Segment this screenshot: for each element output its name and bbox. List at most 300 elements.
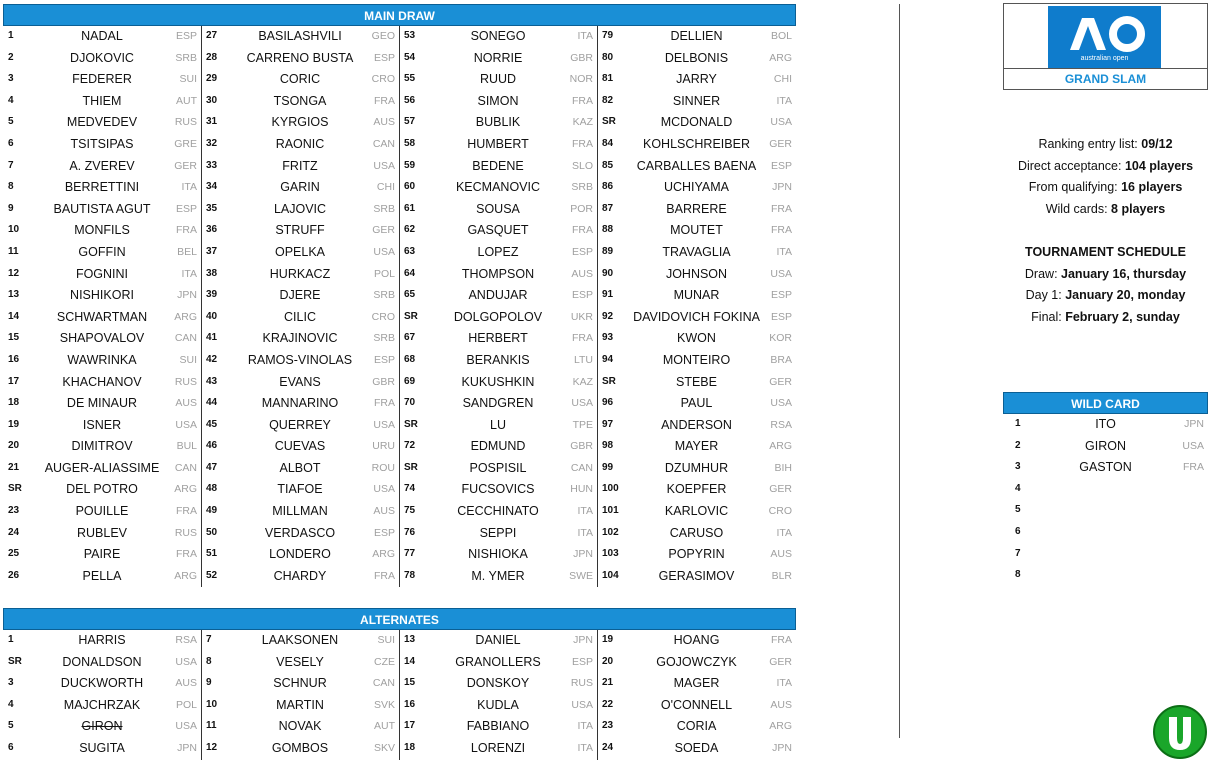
seed-number: 8 xyxy=(206,655,212,667)
alternates-table xyxy=(3,630,796,760)
seed-number: 44 xyxy=(206,397,218,409)
table-row xyxy=(597,695,796,717)
seed-number: 67 xyxy=(404,332,416,344)
table-row xyxy=(597,652,796,674)
country-code: USA xyxy=(373,483,395,496)
table-row xyxy=(3,350,201,372)
country-code: ESP xyxy=(373,353,395,366)
table-row xyxy=(3,738,201,760)
country-code: GBR xyxy=(570,51,593,64)
player-name: BARRERE xyxy=(666,201,727,216)
schedule-value: January 16, thursday xyxy=(1061,266,1187,281)
country-code: TPE xyxy=(572,418,593,431)
country-code: SWE xyxy=(569,569,593,582)
player-name: MOUTET xyxy=(670,223,723,238)
u-glyph-icon xyxy=(1155,707,1205,757)
table-row xyxy=(597,242,796,264)
schedule-value: February 2, sunday xyxy=(1065,309,1180,324)
country-code: USA xyxy=(770,116,792,129)
player-name: ALBOT xyxy=(279,460,321,475)
player-name: RAMOS-VINOLAS xyxy=(247,352,353,367)
player-name: DOLGOPOLOV xyxy=(453,309,543,324)
schedule-line xyxy=(1003,285,1208,307)
seed-number: 2 xyxy=(8,51,14,63)
player-name: CUEVAS xyxy=(274,439,326,454)
table-row xyxy=(399,673,597,695)
seed-number: 77 xyxy=(404,548,416,560)
player-name: BUBLIK xyxy=(475,115,521,130)
player-name: HARRIS xyxy=(78,633,126,647)
seed-number: 99 xyxy=(602,461,614,473)
player-name: JOHNSON xyxy=(665,266,728,281)
player-name: GOJOWCZYK xyxy=(656,654,737,669)
country-code: BLR xyxy=(771,569,792,582)
table-row xyxy=(3,415,201,437)
seed-number: 68 xyxy=(404,353,416,365)
seed-number: 92 xyxy=(602,310,614,322)
table-row xyxy=(3,630,201,652)
table-row xyxy=(597,544,796,566)
country-code: GBR xyxy=(570,440,593,453)
seed-number: 87 xyxy=(602,202,614,214)
wild-card-row xyxy=(1003,479,1208,501)
player-name: A. ZVEREV xyxy=(69,158,135,173)
seed-number: 17 xyxy=(404,720,416,732)
player-name: FRITZ xyxy=(282,158,318,173)
player-name: POPYRIN xyxy=(668,547,725,562)
seed-number: 30 xyxy=(206,94,218,106)
column xyxy=(201,26,400,587)
table-row xyxy=(201,544,399,566)
player-name: O'CONNELL xyxy=(660,697,733,712)
table-row xyxy=(399,91,597,113)
table-row xyxy=(201,177,399,199)
player-name: LONDERO xyxy=(269,547,331,562)
seed-number: 12 xyxy=(206,741,218,753)
country-code: LTU xyxy=(573,353,593,366)
table-row xyxy=(399,630,597,652)
seed-number: 15 xyxy=(404,677,416,689)
table-row xyxy=(201,566,399,588)
table-row xyxy=(3,716,201,738)
country-code: ITA xyxy=(776,94,792,107)
table-row xyxy=(597,523,796,545)
country-code: USA xyxy=(175,655,197,668)
table-row xyxy=(3,199,201,221)
seed-number: 10 xyxy=(8,224,20,236)
table-row xyxy=(597,69,796,91)
seed-number: 22 xyxy=(602,698,614,710)
info-label: From qualifying: xyxy=(1028,180,1122,195)
table-row xyxy=(201,479,399,501)
table-row xyxy=(597,220,796,242)
table-row xyxy=(3,372,201,394)
wild-card-header: WILD CARD xyxy=(1003,392,1208,414)
table-row xyxy=(201,415,399,437)
country-code: USA xyxy=(571,397,593,410)
table-row xyxy=(201,328,399,350)
schedule-title: TOURNAMENT SCHEDULE xyxy=(1025,245,1186,259)
player-name: BERANKIS xyxy=(466,352,530,367)
table-row xyxy=(3,91,201,113)
seed-number: 24 xyxy=(8,526,20,538)
player-name: KUDLA xyxy=(477,697,519,712)
player-name: THIEM xyxy=(82,93,122,108)
country-code: KAZ xyxy=(572,375,593,388)
country-code: BEL xyxy=(177,245,197,258)
country-code: FRA xyxy=(572,137,593,150)
player-name: SCHWARTMAN xyxy=(56,309,148,324)
table-row xyxy=(3,307,201,329)
seed-number: 43 xyxy=(206,375,218,387)
table-row xyxy=(399,134,597,156)
player-name: VESELY xyxy=(276,654,324,669)
player-name: TIAFOE xyxy=(277,482,323,497)
seed-number: 6 xyxy=(8,137,14,149)
info-value: 104 players xyxy=(1124,158,1194,173)
wild-card-row xyxy=(1003,500,1208,522)
player-name: FOGNINI xyxy=(75,266,129,281)
table-row xyxy=(399,69,597,91)
seed-number: 4 xyxy=(8,94,14,106)
seed-number: 9 xyxy=(206,677,212,689)
table-row xyxy=(597,264,796,286)
wild-card-row xyxy=(1003,522,1208,544)
table-row xyxy=(3,695,201,717)
table-row xyxy=(597,436,796,458)
seed-number: 32 xyxy=(206,137,218,149)
player-name: LAAKSONEN xyxy=(261,633,339,647)
country-code: POL xyxy=(373,267,395,280)
table-row xyxy=(597,48,796,70)
info-value: 09/12 xyxy=(1141,137,1173,151)
player-name: THOMPSON xyxy=(461,266,535,281)
player-name: NADAL xyxy=(81,29,123,43)
seed-number: 59 xyxy=(404,159,416,171)
country-code: AUT xyxy=(176,94,197,107)
seed-number: 52 xyxy=(206,569,218,581)
table-row xyxy=(201,695,399,717)
seed-number: 8 xyxy=(1015,569,1021,581)
main-draw-header: MAIN DRAW xyxy=(3,4,796,26)
player-name: SONEGO xyxy=(470,29,526,43)
table-row xyxy=(201,458,399,480)
country-code: ESP xyxy=(373,526,395,539)
country-code: NOR xyxy=(569,73,593,86)
table-row xyxy=(597,372,796,394)
info-line xyxy=(1003,134,1208,156)
table-row xyxy=(3,112,201,134)
info-value: 8 players xyxy=(1111,201,1166,216)
country-code: ITA xyxy=(577,741,593,754)
player-name: JARRY xyxy=(676,72,717,87)
player-name: MCDONALD xyxy=(660,115,733,130)
country-code: ESP xyxy=(175,30,197,42)
table-row xyxy=(399,544,597,566)
country-code: AUS xyxy=(175,677,197,690)
country-code: RSA xyxy=(175,634,197,646)
player-name: MONTEIRO xyxy=(662,352,731,367)
seed-number: 18 xyxy=(8,397,20,409)
seed-number: 11 xyxy=(206,720,217,732)
player-name: DELLIEN xyxy=(670,29,723,43)
country-code: ITA xyxy=(181,267,197,280)
country-code: JPN xyxy=(573,548,593,561)
seed-number: SR xyxy=(404,418,418,430)
player-name: DAVIDOVICH FOKINA xyxy=(633,309,760,324)
player-name: ANDUJAR xyxy=(468,288,528,303)
seed-number: 76 xyxy=(404,526,416,538)
player-name: MAGER xyxy=(673,676,720,691)
player-name: ISNER xyxy=(82,417,122,432)
player-name: MANNARINO xyxy=(261,396,339,411)
seed-number: 96 xyxy=(602,397,614,409)
player-name: BASILASHVILI xyxy=(258,29,342,43)
country-code: KAZ xyxy=(572,116,593,129)
table-row xyxy=(597,393,796,415)
country-code: ITA xyxy=(577,526,593,539)
seed-number: 16 xyxy=(8,353,20,365)
country-code: ITA xyxy=(181,181,197,194)
country-code: CAN xyxy=(570,461,593,474)
seed-number: 7 xyxy=(8,159,14,171)
seed-number: 102 xyxy=(602,526,619,538)
table-row xyxy=(201,48,399,70)
table-row xyxy=(3,436,201,458)
country-code: BRA xyxy=(770,353,792,366)
player-name: DELBONIS xyxy=(664,50,729,65)
seed-number: 86 xyxy=(602,181,614,193)
player-name: POSPISIL xyxy=(469,460,527,475)
player-name: M. YMER xyxy=(471,568,525,583)
player-name: TSITSIPAS xyxy=(70,136,134,151)
table-row xyxy=(597,156,796,178)
country-code: RUS xyxy=(570,677,593,690)
seed-number: 101 xyxy=(602,505,619,517)
player-name: OPELKA xyxy=(274,244,326,259)
info-label: Ranking entry list: xyxy=(1038,137,1142,151)
country-code: JPN xyxy=(177,741,197,754)
schedule-line xyxy=(1003,264,1208,286)
player-name: LORENZI xyxy=(470,740,526,755)
table-row xyxy=(597,177,796,199)
player-name: GOFFIN xyxy=(78,244,126,259)
player-name: NORRIE xyxy=(473,50,523,65)
player-name: SHAPOVALOV xyxy=(59,331,145,346)
table-row xyxy=(201,738,399,760)
player-name: RUBLEV xyxy=(76,525,128,540)
seed-number: 38 xyxy=(206,267,218,279)
seed-number: 33 xyxy=(206,159,218,171)
country-code: SRB xyxy=(373,332,395,345)
seed-number: 16 xyxy=(404,698,416,710)
country-code: FRA xyxy=(771,202,792,215)
australian-open-logo xyxy=(1003,3,1208,90)
country-code: GER xyxy=(769,375,792,388)
seed-number: 20 xyxy=(602,655,614,667)
player-name: ITO xyxy=(1095,417,1116,431)
table-row xyxy=(399,523,597,545)
table-row xyxy=(597,285,796,307)
seed-number: 29 xyxy=(206,73,218,85)
seed-number: 39 xyxy=(206,289,218,301)
country-code: FRA xyxy=(572,332,593,345)
country-code: SLO xyxy=(571,159,593,172)
seed-number: 75 xyxy=(404,505,416,517)
player-name: KOEPFER xyxy=(666,482,727,497)
player-name: DZUMHUR xyxy=(664,460,729,475)
player-name: DONALDSON xyxy=(62,654,142,669)
country-code: FRA xyxy=(374,94,395,107)
seed-number: SR xyxy=(404,461,418,473)
player-name: MAYER xyxy=(674,439,719,454)
country-code: JPN xyxy=(177,289,197,302)
country-code: SUI xyxy=(377,634,395,646)
country-code: GEO xyxy=(371,30,395,42)
country-code: URU xyxy=(372,440,395,453)
table-row xyxy=(399,285,597,307)
seed-number: 103 xyxy=(602,548,619,560)
seed-number: 21 xyxy=(8,461,20,473)
country-code: ITA xyxy=(577,505,593,518)
table-row xyxy=(201,350,399,372)
info-value: 16 players xyxy=(1121,180,1183,195)
seed-number: 7 xyxy=(206,634,212,645)
table-row xyxy=(3,220,201,242)
table-row xyxy=(201,436,399,458)
player-name: KYRGIOS xyxy=(271,115,329,130)
table-row xyxy=(597,673,796,695)
entry-info xyxy=(1003,134,1208,220)
schedule-label: Final: xyxy=(1031,309,1066,324)
seed-number: 51 xyxy=(206,548,218,560)
player-name: KECMANOVIC xyxy=(455,180,541,195)
player-name: KRAJINOVIC xyxy=(262,331,338,346)
table-row xyxy=(201,501,399,523)
table-row xyxy=(3,48,201,70)
info-label: Direct acceptance: xyxy=(1017,158,1125,173)
table-row xyxy=(201,264,399,286)
country-code: GER xyxy=(769,137,792,150)
seed-number: 23 xyxy=(602,720,614,732)
seed-number: SR xyxy=(602,375,616,387)
seed-number: 4 xyxy=(8,698,14,710)
table-row xyxy=(3,69,201,91)
player-name: CARBALLES BAENA xyxy=(636,158,757,173)
player-name: GASQUET xyxy=(467,223,529,238)
table-row xyxy=(399,458,597,480)
schedule-label: Draw: xyxy=(1024,266,1062,281)
player-name: TSONGA xyxy=(273,93,327,108)
country-code: AUS xyxy=(373,116,395,129)
seed-number: 35 xyxy=(206,202,218,214)
seed-number: 90 xyxy=(602,267,614,279)
table-row xyxy=(597,415,796,437)
column xyxy=(597,630,796,760)
seed-number: 5 xyxy=(1015,504,1021,516)
table-row xyxy=(3,479,201,501)
country-code: AUS xyxy=(770,698,792,711)
player-name: CILIC xyxy=(284,309,316,324)
seed-number: 62 xyxy=(404,224,416,236)
country-code: GBR xyxy=(372,375,395,388)
player-name: EDMUND xyxy=(470,439,526,454)
country-code: FRA xyxy=(771,224,792,237)
table-row xyxy=(201,242,399,264)
seed-number: 13 xyxy=(8,289,20,301)
wild-card-row xyxy=(1003,565,1208,587)
wild-card-table xyxy=(1003,414,1208,587)
seed-number: 53 xyxy=(404,30,416,41)
table-row xyxy=(597,458,796,480)
table-row xyxy=(3,673,201,695)
table-row xyxy=(597,199,796,221)
player-name: MILLMAN xyxy=(272,504,328,519)
player-name: WAWRINKA xyxy=(67,352,137,367)
column xyxy=(3,630,202,760)
seed-number: 24 xyxy=(602,741,614,753)
table-row xyxy=(201,652,399,674)
player-name: HERBERT xyxy=(468,331,528,346)
table-row xyxy=(597,350,796,372)
table-row xyxy=(3,26,201,48)
table-row xyxy=(201,199,399,221)
seed-number: 81 xyxy=(602,73,614,85)
player-name: KOHLSCHREIBER xyxy=(643,136,750,151)
table-row xyxy=(3,566,201,588)
player-name: BERRETTINI xyxy=(64,180,140,195)
table-row xyxy=(399,738,597,760)
country-code: ARG xyxy=(174,483,197,496)
table-row xyxy=(201,285,399,307)
player-name: CORIA xyxy=(676,719,717,734)
table-row xyxy=(597,26,796,48)
country-code: FRA xyxy=(176,505,197,518)
country-code: ITA xyxy=(776,245,792,258)
table-row xyxy=(399,156,597,178)
country-code: FRA xyxy=(572,94,593,107)
country-code: CZE xyxy=(374,655,395,668)
table-row xyxy=(3,134,201,156)
player-name: DJERE xyxy=(279,288,321,303)
seed-number: 20 xyxy=(8,440,20,452)
seed-number: 49 xyxy=(206,505,218,517)
country-code: ROU xyxy=(371,461,395,474)
country-code: ARG xyxy=(174,310,197,323)
seed-number: 27 xyxy=(206,30,218,41)
table-row xyxy=(399,264,597,286)
seed-number: 26 xyxy=(8,569,20,581)
country-code: SRB xyxy=(373,202,395,215)
seed-number: 78 xyxy=(404,569,416,581)
country-code: SUI xyxy=(179,353,197,366)
country-code: ESP xyxy=(571,289,593,302)
table-row xyxy=(3,523,201,545)
table-row xyxy=(201,673,399,695)
player-name: SEPPI xyxy=(479,525,517,540)
country-code: USA xyxy=(373,245,395,258)
player-name: GIRON xyxy=(1085,438,1126,453)
seed-number: 63 xyxy=(404,245,416,257)
table-row xyxy=(597,91,796,113)
column xyxy=(201,630,400,760)
player-name: CHARDY xyxy=(273,568,327,583)
country-code: USA xyxy=(373,159,395,172)
country-code: AUS xyxy=(571,267,593,280)
player-name: SUGITA xyxy=(79,740,125,755)
country-code: CAN xyxy=(372,677,395,690)
column xyxy=(399,630,598,760)
